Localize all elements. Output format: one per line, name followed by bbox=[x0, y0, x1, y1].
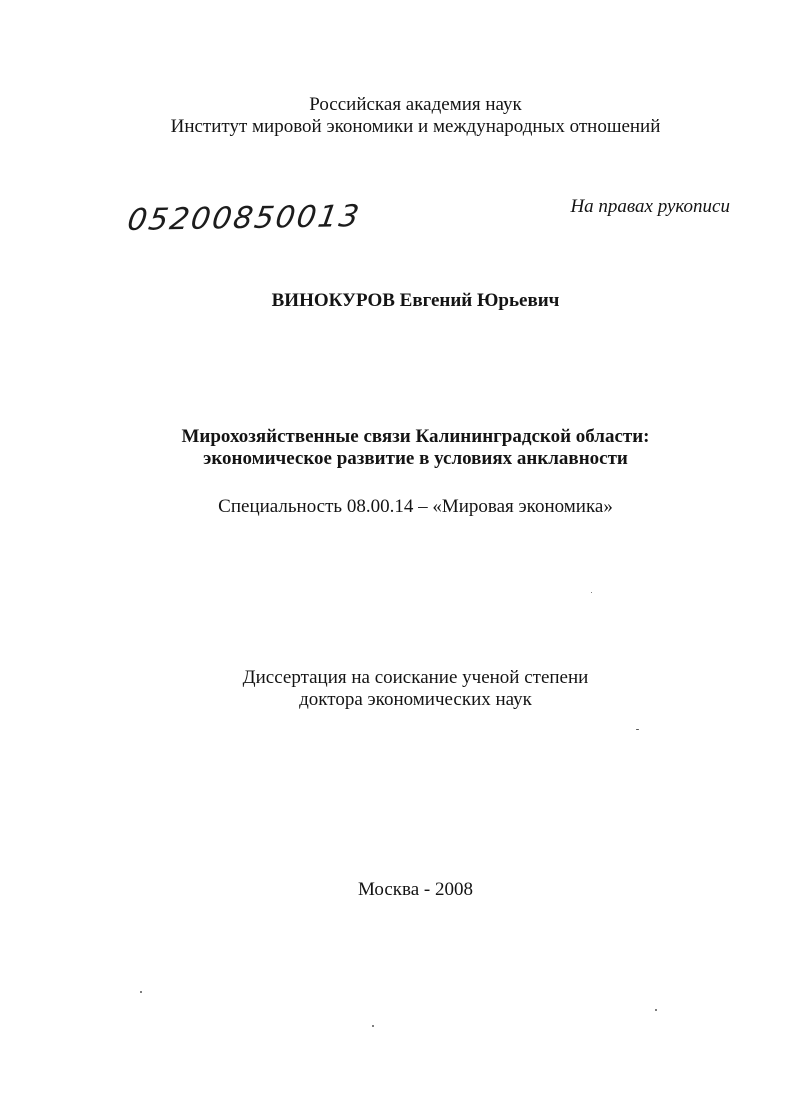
specialty: Специальность 08.00.14 – «Мировая экономика» bbox=[218, 496, 613, 517]
thesis-title-line-1: Мирохозяйственные связи Калининградской области: bbox=[181, 426, 650, 447]
scan-speck bbox=[140, 991, 142, 993]
scan-speck bbox=[372, 1025, 374, 1027]
thesis-title-line-2: экономическое развитие в условиях анклавности bbox=[203, 448, 628, 469]
organization-academy: Российская академия наук bbox=[309, 94, 522, 115]
organization-institute: Институт мировой экономики и международных отношений bbox=[170, 116, 661, 137]
rights-note: На правах рукописи bbox=[570, 196, 730, 217]
scan-speck bbox=[591, 592, 592, 593]
city-year: Москва - 2008 bbox=[357, 879, 474, 900]
handwritten-catalog-number: 05200850013 bbox=[124, 198, 364, 239]
scan-speck bbox=[636, 729, 639, 730]
degree-line-2: доктора экономических наук bbox=[299, 689, 532, 710]
degree-line-1: Диссертация на соискание ученой степени bbox=[242, 667, 589, 688]
author-name: ВИНОКУРОВ Евгений Юрьевич bbox=[271, 290, 560, 311]
scan-speck bbox=[655, 1009, 657, 1011]
